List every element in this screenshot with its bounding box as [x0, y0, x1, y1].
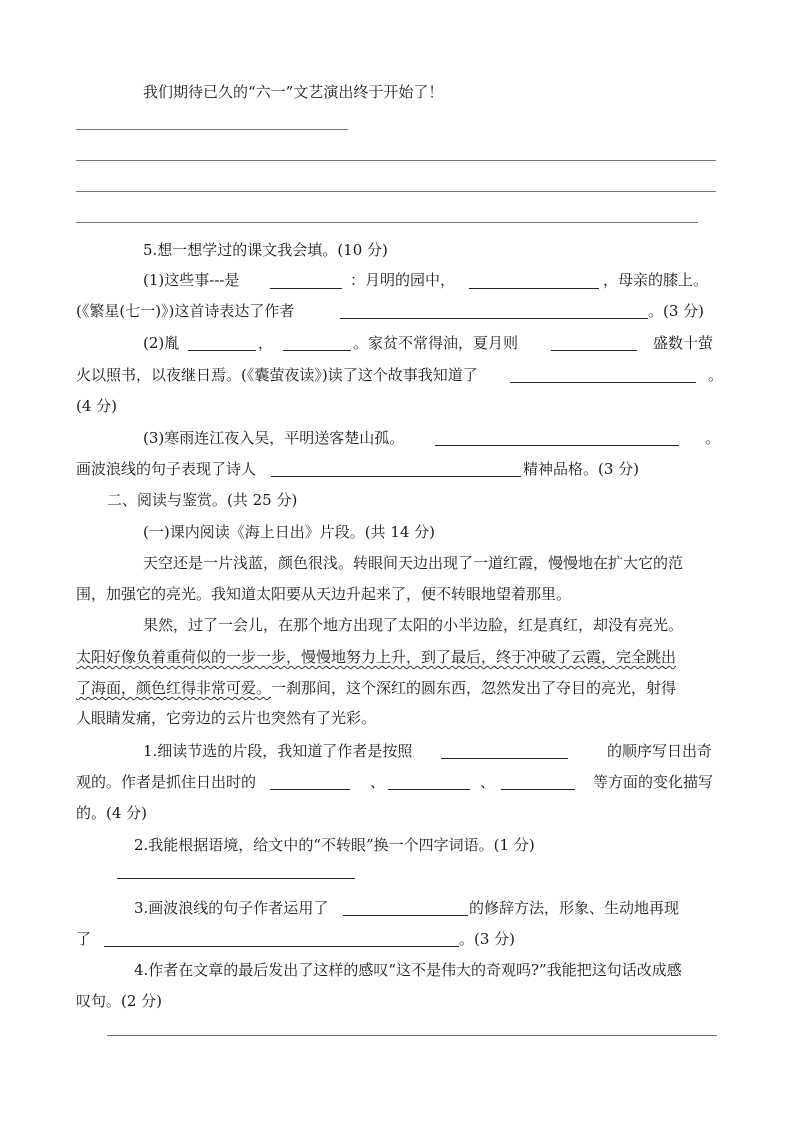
q5-3-text: 。 [705, 429, 721, 447]
blank-line[interactable] [283, 350, 351, 351]
blank-line[interactable] [551, 350, 637, 351]
blank-line[interactable] [270, 288, 342, 289]
q5-1-text: (《繁星(七一)》)这首诗表达了作者 [76, 302, 295, 320]
blank-line[interactable] [469, 288, 599, 289]
q5-2-text: ， [258, 334, 274, 352]
passage-line: 天空还是一片浅蓝，颜色很浅。转眼间天边出现了一道红霞，慢慢地在扩大它的范 [143, 554, 684, 572]
rq1-text: 、 [370, 773, 386, 791]
wavy-underlined-text: 了海面，颜色红得非常可爱。 [76, 679, 272, 697]
q5-2-text: (2)胤 [143, 334, 180, 352]
q5-2-text: 火以照书，以夜继日焉。(《囊萤夜读》)读了这个故事我知道了 [76, 366, 478, 384]
blank-line[interactable] [435, 445, 679, 446]
rq1-text: 的顺序写日出奇 [607, 742, 713, 760]
passage-line: 人眼睛发痛，它旁边的云片也突然有了光彩。 [76, 709, 377, 727]
rq1-text: 、 [480, 773, 496, 791]
q5-1-text: (1)这些事---是 [143, 271, 240, 289]
rq2-text: 2.我能根据语境，给文中的“不转眼”换一个四字词语。(1 分) [134, 836, 535, 854]
q5-1-text: ：月明的园中， [350, 271, 456, 289]
rq3-score: 。(3 分) [459, 930, 516, 948]
q5-2-text: 盛数十萤 [653, 334, 714, 352]
blank-line[interactable] [271, 476, 521, 477]
blank-line[interactable] [343, 915, 468, 916]
answer-line[interactable] [107, 1035, 717, 1036]
blank-line[interactable] [340, 318, 648, 319]
answer-line[interactable] [76, 129, 348, 130]
q5-3-text: (3)寒雨连江夜入吴，平明送客楚山孤。 [143, 429, 405, 447]
answer-line[interactable] [76, 160, 716, 161]
q5-1-text: ，母亲的膝上。 [603, 271, 709, 289]
passage-line-wavy [76, 647, 676, 667]
q5-3-text: 画波浪线的句子表现了诗人 [76, 460, 257, 478]
rq3-text: 的修辞方法，形象、生动地再现 [469, 899, 680, 917]
q5-header: 5.想一想学过的课文我会填。(10 分) [143, 241, 388, 259]
blank-line[interactable] [104, 946, 459, 947]
rq3-text: 了 [76, 930, 92, 948]
blank-line[interactable] [270, 789, 350, 790]
q5-2-score: (4 分) [76, 397, 118, 415]
answer-line[interactable] [76, 222, 698, 223]
passage-line: 围，加强它的亮光。我知道太阳要从天边升起来了，便不转眼地望着那里。 [76, 585, 572, 603]
blank-line[interactable] [510, 382, 696, 383]
blank-line[interactable] [117, 878, 355, 879]
rq1-text: 观的。作者是抓住日出时的 [76, 773, 257, 791]
blank-line[interactable] [501, 789, 575, 790]
blank-line[interactable] [188, 350, 256, 351]
blank-line[interactable] [388, 789, 470, 790]
rq1-text: 等方面的变化描写 [593, 773, 714, 791]
q5-3-text: 精神品格。(3 分) [523, 460, 640, 478]
q5-2-text: 。家贫不常得油，夏月则 [353, 334, 519, 352]
wavy-underlined-text: 太阳好像负着重荷似的一步一步，慢慢地努力上升，到了最后，终于冲破了云霞，完全跳出 [76, 648, 677, 666]
blank-line[interactable] [441, 758, 568, 759]
sub-section-header: (一)课内阅读《海上日出》片段。(共 14 分) [143, 523, 436, 541]
q5-1-score: 。(3 分) [648, 302, 705, 320]
rq3-text: 3.画波浪线的句子作者运用了 [134, 899, 329, 917]
intro-sentence: 我们期待已久的“六一”文艺演出终于开始了！ [143, 83, 444, 101]
passage-text: 一刹那间，这个深红的圆东西，忽然发出了夺目的亮光，射得 [271, 679, 677, 697]
answer-line[interactable] [76, 191, 716, 192]
rq1-score: 的。(4 分) [76, 804, 148, 822]
passage-line: 果然，过了一会儿，在那个地方出现了太阳的小半边脸，红是真红，却没有亮光。 [143, 616, 684, 634]
rq4-text: 4.作者在文章的最后发出了这样的感叹“这不是伟大的奇观吗?”我能把这句话改成感 [134, 961, 682, 979]
q5-2-text: 。 [708, 366, 724, 384]
rq4-text: 叹句。(2 分) [76, 992, 163, 1010]
section-header: 二、阅读与鉴赏。(共 25 分) [107, 491, 298, 509]
rq1-text: 1.细读节选的片段，我知道了作者是按照 [143, 742, 413, 760]
passage-line [76, 678, 676, 698]
